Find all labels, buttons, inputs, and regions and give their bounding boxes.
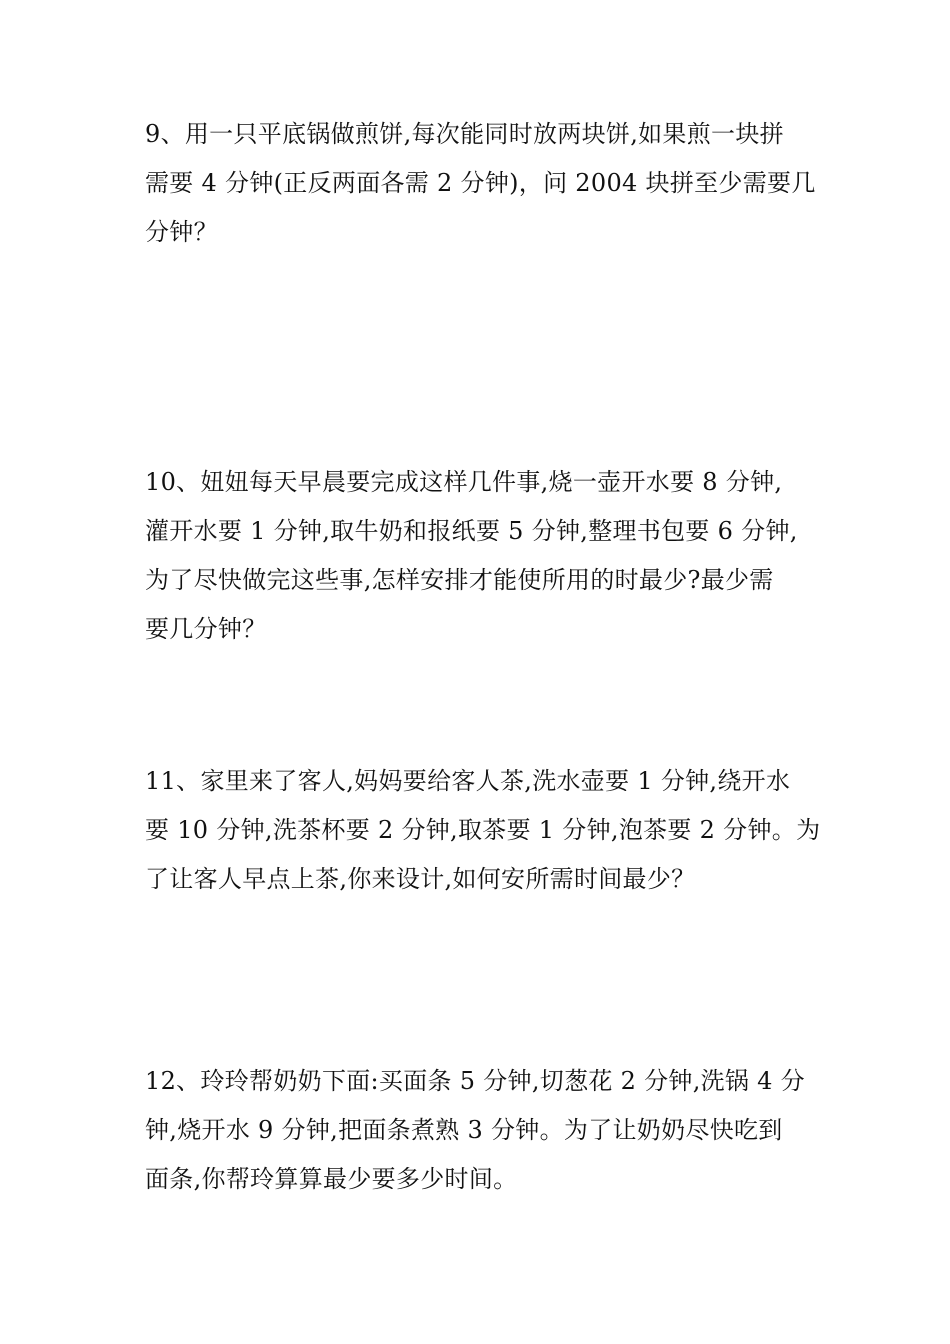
problem-line: 9、用一只平底锅做煎饼,每次能同时放两块饼,如果煎一块拼 xyxy=(145,120,784,148)
problem-12 xyxy=(145,1057,810,1204)
problem-line: 要几分钟？ xyxy=(145,615,267,643)
problem-line: 面条,你帮玲算算最少要多少时间。 xyxy=(145,1165,518,1193)
problem-line: 了让客人早点上茶,你来设计,如何安所需时间最少？ xyxy=(145,865,696,893)
problem-line: 钟,烧开水 9 分钟,把面条煮熟 3 分钟。为了让奶奶尽快吃到 xyxy=(145,1116,783,1144)
problem-line: 12、玲玲帮奶奶下面:买面条 5 分钟,切葱花 2 分钟,洗锅 4 分 xyxy=(145,1067,805,1095)
problem-line: 分钟？ xyxy=(145,218,218,246)
problem-11 xyxy=(145,757,821,904)
problem-line: 为了尽快做完这些事,怎样安排才能使所用的时最少?最少需 xyxy=(145,566,774,594)
problem-line: 需要 4 分钟(正反两面各需 2 分钟)，问 2004 块拼至少需要几 xyxy=(145,169,816,197)
problem-10 xyxy=(145,458,810,654)
problem-9 xyxy=(145,110,816,257)
problem-line: 11、家里来了客人,妈妈要给客人茶,洗水壶要 1 分钟,绕开水 xyxy=(145,767,791,795)
problem-line: 要 10 分钟,洗茶杯要 2 分钟,取茶要 1 分钟,泡茶要 2 分钟。为 xyxy=(145,816,821,844)
problem-line: 10、妞妞每天早晨要完成这样几件事,烧一壶开水要 8 分钟, xyxy=(145,468,783,496)
problem-line: 灌开水要 1 分钟,取牛奶和报纸要 5 分钟,整理书包要 6 分钟, xyxy=(145,517,798,545)
